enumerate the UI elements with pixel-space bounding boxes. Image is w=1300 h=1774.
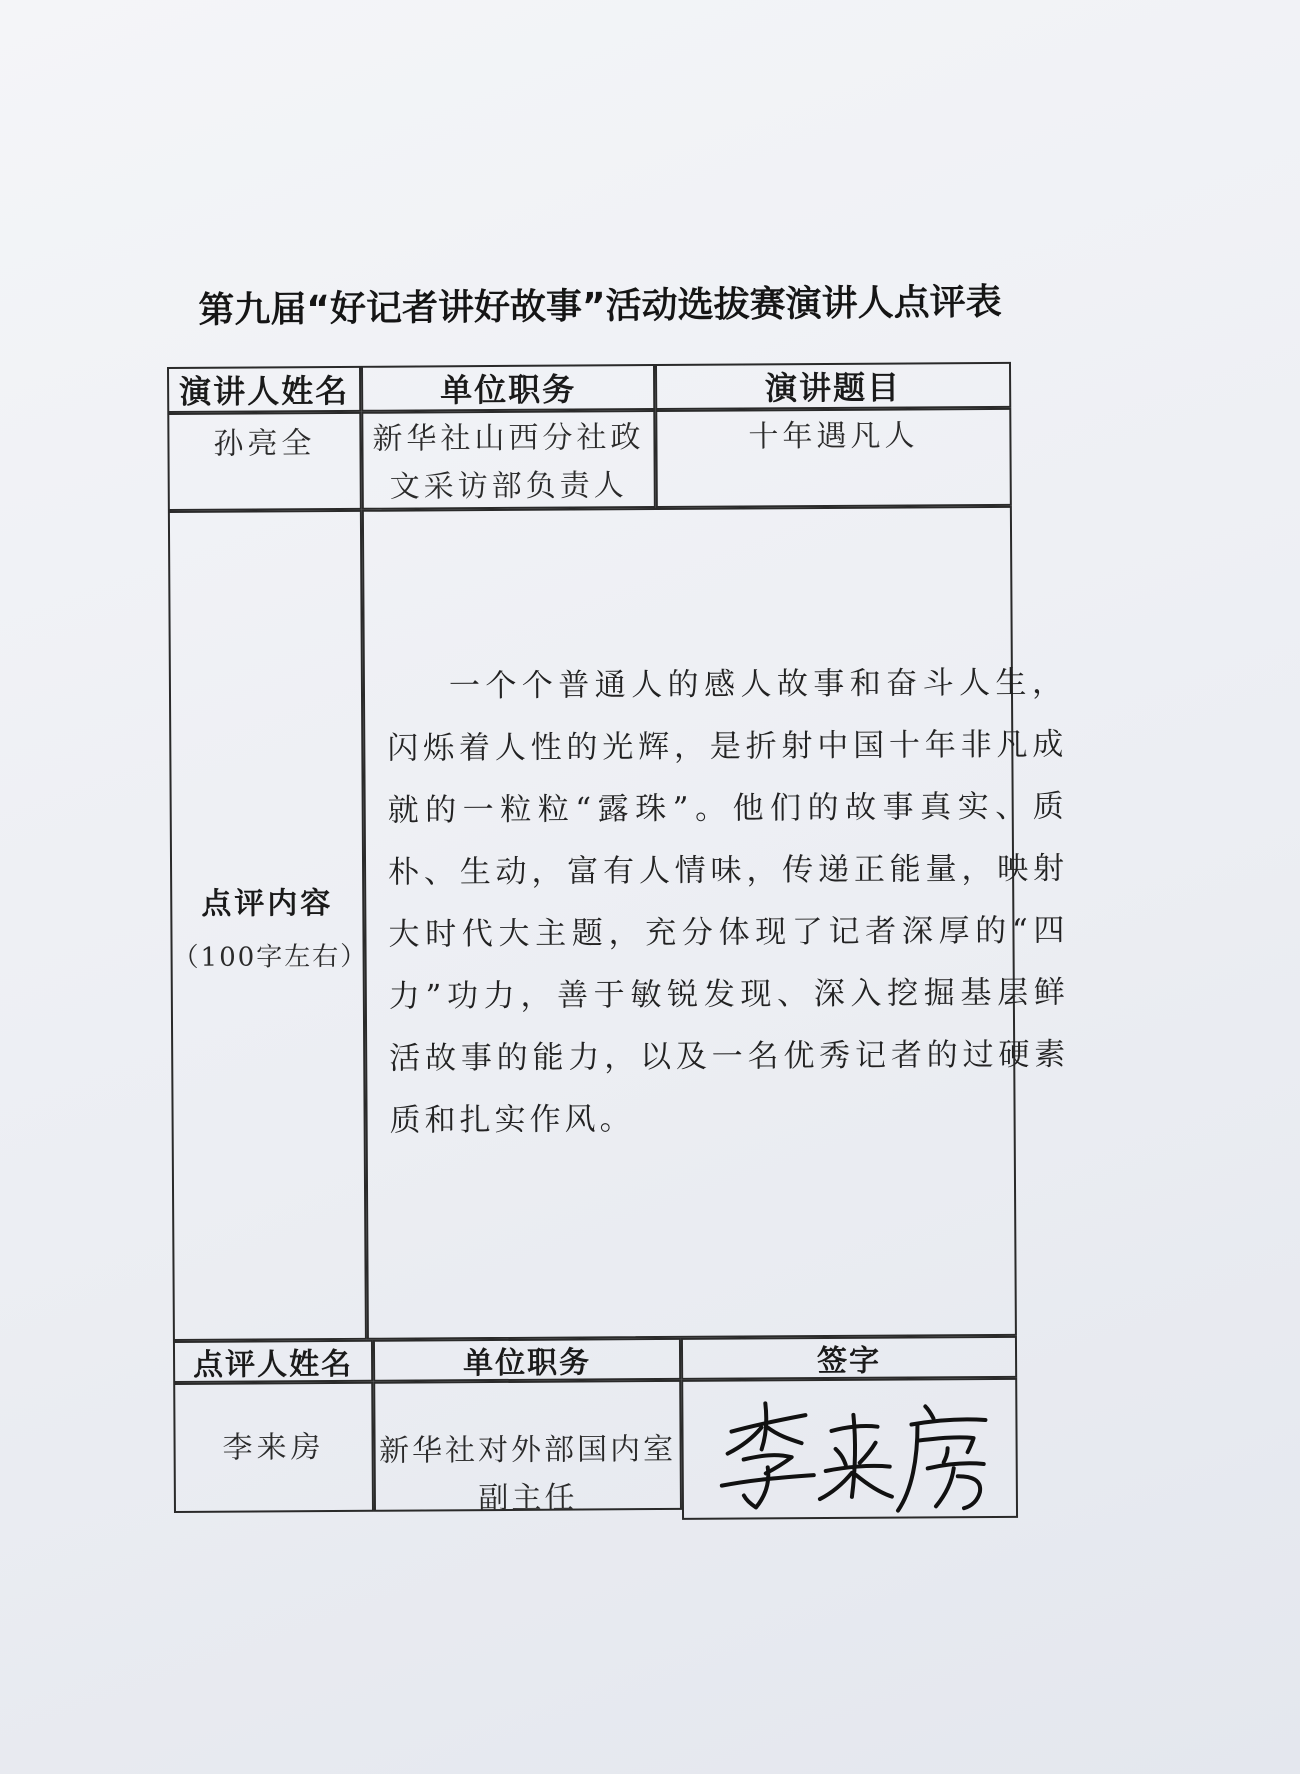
speech-topic: 十年遇凡人 bbox=[748, 418, 919, 455]
speech-topic-header: 演讲题目 bbox=[655, 362, 1011, 410]
handwritten-signature bbox=[713, 1396, 1004, 1518]
evaluation-form-table bbox=[168, 362, 1125, 1543]
signature-cell bbox=[681, 1378, 1018, 1520]
speaker-position-cell bbox=[361, 410, 656, 510]
review-content-cell bbox=[362, 506, 1070, 1340]
review-sublabel: （100字左右） bbox=[172, 941, 369, 973]
reviewer-name: 李来房 bbox=[222, 1430, 325, 1466]
reviewer-name-cell bbox=[173, 1382, 374, 1513]
review-label: 点评内容 bbox=[201, 885, 334, 922]
form-title: 第九届“好记者讲好故事”活动选拔赛演讲人点评表 bbox=[198, 281, 1002, 332]
review-content: 一个个普通人的感人故事和奋斗人生，闪烁着人性的光辉，是折射中国十年非凡成就的一粒粒“露珠”。他们的故事真实、质朴、生动，富有人情味，传递正能量，映射大时代大主题，充分体现了记者深厚的“四力”功力，善于敏锐发现、深入挖掘基层鲜活故事的能力，以及一名优秀记者的过硬素质和扎实作风。 bbox=[387, 664, 1070, 1139]
reviewer-position-header: 单位职务 bbox=[373, 1338, 681, 1382]
speaker-name-cell bbox=[167, 412, 362, 511]
review-label-cell bbox=[168, 510, 367, 1341]
speaker-name-header: 演讲人姓名 bbox=[167, 366, 361, 413]
speaker-position-line1: 新华社山西分社政 bbox=[372, 420, 645, 457]
speaker-position-line2: 文采访部负责人 bbox=[389, 468, 628, 505]
speech-topic-cell bbox=[655, 408, 1012, 508]
reviewer-position-line2: 副主任 bbox=[478, 1480, 578, 1517]
speaker-position-header: 单位职务 bbox=[361, 364, 655, 412]
reviewer-position-cell bbox=[373, 1380, 682, 1517]
reviewer-position-line1: 新华社对外部国内室 bbox=[379, 1431, 677, 1469]
signature-header: 签字 bbox=[681, 1336, 1017, 1380]
speaker-name: 孙亮全 bbox=[213, 426, 316, 462]
reviewer-name-header: 点评人姓名 bbox=[173, 1340, 373, 1383]
